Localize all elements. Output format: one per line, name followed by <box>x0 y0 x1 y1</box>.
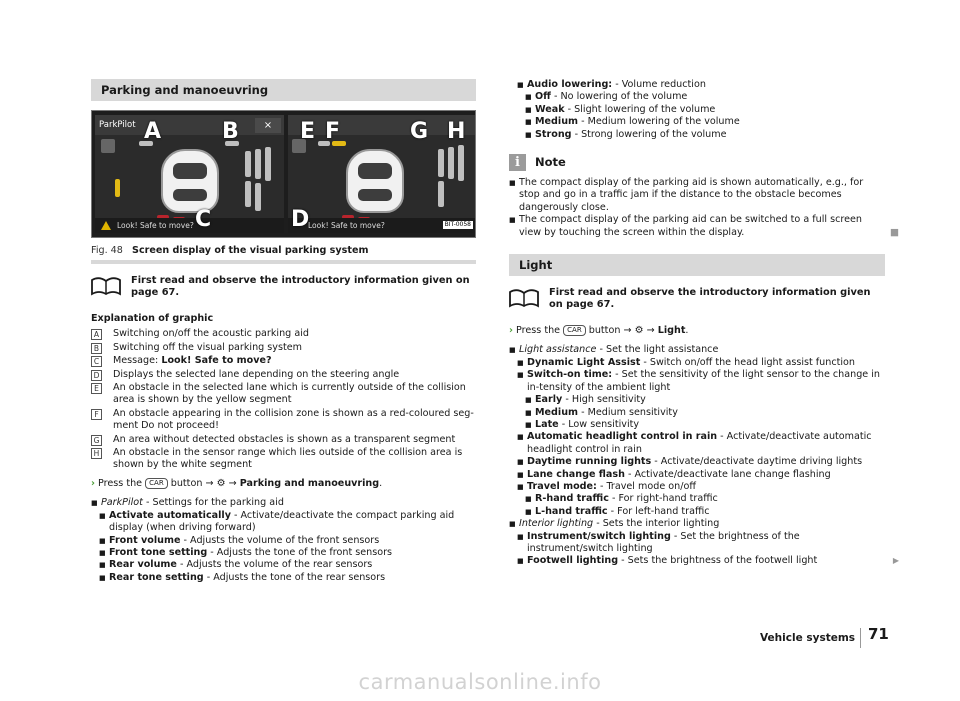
legend-key: A <box>91 329 102 340</box>
open-book-icon <box>509 286 539 308</box>
legend-key: H <box>91 448 102 459</box>
sensor-segment <box>245 181 251 207</box>
warning-message-right: Look! Safe to move? <box>288 218 476 233</box>
footer-divider <box>860 628 861 648</box>
button-text: button <box>588 325 621 337</box>
display-panel-left <box>95 115 284 233</box>
legend-key: D <box>91 370 102 381</box>
list-item: ■ Early - High sensitivity <box>525 394 885 406</box>
callout-d: D <box>291 207 310 232</box>
note-title: Note <box>535 155 566 170</box>
legend-text: An area without detected obstacles is shown as a transparent segment <box>113 433 456 445</box>
legend-text: An obstacle appearing in the collision zone is shown as a red-coloured seg-ment Do not proceed! <box>113 407 474 432</box>
list-item: ■ Strong - Strong lowering of the volume <box>525 129 885 141</box>
legend-message: Look! Safe to move? <box>161 355 272 367</box>
watermark: carmanualsonline.info <box>358 670 602 694</box>
figure-number: Fig. 48 <box>91 245 123 256</box>
read-first-note <box>509 286 885 311</box>
callout-e: E <box>300 119 316 144</box>
left-column <box>91 79 476 584</box>
list-item: ■ Dynamic Light Assist - Switch on/off the head light assist function <box>517 357 885 369</box>
sensor-segment <box>438 181 444 207</box>
step-arrow-icon: › <box>509 325 513 337</box>
list-item: ■ Lane change flash - Activate/deactivate lane change flashing <box>517 469 885 481</box>
list-item: ■ Instrument/switch lighting - Set the brightness of the instrument/switch lighting <box>517 531 885 556</box>
info-icon: i <box>509 154 526 171</box>
list-item: ■ Travel mode: - Travel mode on/off <box>517 481 885 493</box>
open-book-icon <box>91 274 121 296</box>
press-instruction <box>91 478 476 490</box>
list-item: ■ Front volume - Adjusts the volume of the front sensors <box>99 535 476 547</box>
legend-key: B <box>91 343 102 354</box>
list-item: ■ Front tone setting - Adjusts the tone of the front sensors <box>99 547 476 559</box>
legend-text: An obstacle in the sensor range which lies outside of the collision area is shown by the white segment <box>113 447 463 471</box>
settings-gear-icon: ⚙ <box>634 325 644 337</box>
audio-lowering-list <box>509 79 885 141</box>
close-icon: × <box>255 118 281 133</box>
period: . <box>379 477 383 489</box>
list-item: ■ Light assistance - Set the light assistance <box>509 344 885 356</box>
callout-b: B <box>222 119 239 144</box>
callout-g: G <box>410 119 429 144</box>
note-body <box>509 177 899 239</box>
legend-key: E <box>91 383 102 394</box>
read-first-text: First read and observe the introductory information given on page 67. <box>131 275 470 298</box>
list-item: ■ Interior lighting - Sets the interior lighting <box>509 518 885 530</box>
note-item: ■ The compact display of the parking aid can be switched to a full screen view by touching the screen within the display. ■ <box>509 214 885 239</box>
legend-text: Message: <box>113 355 162 367</box>
legend-item <box>91 382 476 407</box>
menu-target: Parking and manoeuvring <box>239 477 380 489</box>
list-item: ■ Automatic headlight control in rain - Activate/deactivate automatic headlight control in rain <box>517 431 885 456</box>
warning-triangle-icon <box>101 221 111 230</box>
parkpilot-settings-list <box>91 497 476 584</box>
continue-arrow-icon: ▶ <box>892 556 899 566</box>
sensor-segment <box>458 145 464 181</box>
list-item: ■ Late - Low sensitivity <box>525 419 885 431</box>
legend-item <box>91 342 476 354</box>
read-first-text: First read and observe the introductory information given on page 67. <box>549 287 871 311</box>
list-item: ■ ParkPilot - Settings for the parking aid <box>91 497 476 509</box>
parkpilot-label: ParkPilot <box>99 120 136 130</box>
speaker-icon <box>101 139 115 153</box>
legend-item <box>91 408 476 433</box>
legend-key: C <box>91 356 102 367</box>
press-text: Press the <box>98 477 143 489</box>
arrow-right-icon: → <box>205 477 214 489</box>
light-section-title: Light <box>509 254 885 276</box>
list-item: ■ Weak - Slight lowering of the volume <box>525 104 885 116</box>
legend-item <box>91 447 476 472</box>
note-header <box>509 154 885 171</box>
legend-text: Switching off the visual parking system <box>113 341 302 353</box>
section-end-mark: ■ <box>889 226 899 238</box>
figure-caption-text: Screen display of the visual parking system <box>132 245 369 256</box>
legend-item <box>91 434 476 446</box>
legend-text: An obstacle in the selected lane which is currently outside of the collision area is shown by the yellow segment <box>113 382 466 406</box>
press-instruction <box>509 325 885 337</box>
legend-item <box>91 355 476 367</box>
parking-display-figure <box>91 110 476 238</box>
callout-h: H <box>447 119 466 144</box>
list-item: ■ Medium - Medium sensitivity <box>525 407 885 419</box>
light-settings-list <box>509 344 899 567</box>
step-arrow-icon: › <box>91 477 95 489</box>
callout-c: C <box>195 207 212 232</box>
list-item: ■ Activate automatically - Activate/deactivate the compact parking aid display (when driving forward) <box>99 510 476 535</box>
figure-caption <box>91 242 476 264</box>
sensor-segment <box>245 151 251 177</box>
page-footer <box>760 625 890 650</box>
legend-text: Displays the selected lane depending on the steering angle <box>113 368 400 380</box>
footer-section: Vehicle systems <box>760 632 856 644</box>
callout-f: F <box>325 119 341 144</box>
legend-key: F <box>91 409 102 420</box>
yellow-segment <box>115 179 120 197</box>
arrow-right-icon: → <box>623 325 632 337</box>
list-item: ■ Footwell lighting - Sets the brightness of the footwell light ▶ <box>517 555 885 567</box>
press-text: Press the <box>516 325 561 337</box>
list-item: ■ Daytime running lights - Activate/deactivate daytime driving lights <box>517 456 885 468</box>
list-item: ■ Off - No lowering of the volume <box>525 91 885 103</box>
graphic-legend <box>91 328 476 471</box>
list-item: ■ Switch-on time: - Set the sensitivity of the light sensor to the change in in-tensity of the ambient light <box>517 369 885 394</box>
sensor-segment <box>438 149 444 177</box>
arrow-right-icon: → <box>228 477 237 489</box>
sensor-segment <box>448 147 454 179</box>
legend-text: Switching on/off the acoustic parking aid <box>113 328 309 340</box>
read-first-note <box>91 274 476 299</box>
car-key-icon: CAR <box>145 478 168 489</box>
right-column <box>509 79 899 568</box>
legend-item <box>91 328 476 340</box>
callout-a: A <box>144 119 162 144</box>
button-text: button <box>170 477 203 489</box>
explanation-heading: Explanation of graphic <box>91 313 214 324</box>
section-title-bar: Parking and manoeuvring <box>91 79 476 101</box>
car-icon <box>346 149 404 213</box>
list-item: ■ R-hand traffic - For right-hand traffic <box>525 493 885 505</box>
sensor-segment <box>265 147 271 181</box>
sensor-segment <box>255 149 261 179</box>
settings-gear-icon: ⚙ <box>216 477 226 489</box>
car-key-icon: CAR <box>563 325 586 336</box>
legend-item <box>91 369 476 381</box>
period: . <box>685 325 689 337</box>
legend-key: G <box>91 435 102 446</box>
car-icon <box>161 149 219 213</box>
sensor-segment <box>255 183 261 211</box>
figure-code: BIT-0058 <box>444 221 471 228</box>
list-item: ■ Rear tone setting - Adjusts the tone of the rear sensors <box>99 572 476 584</box>
note-item: ■ The compact display of the parking aid is shown automatically, e.g., for stop and go in a traffic jam if the distance to the obstacle becomes dangerously close. <box>509 177 885 214</box>
list-item: ■ Rear volume - Adjusts the volume of the rear sensors <box>99 559 476 571</box>
list-item: ■ Audio lowering: - Volume reduction <box>517 79 885 91</box>
list-item: ■ L-hand traffic - For left-hand traffic <box>525 506 885 518</box>
list-item: ■ Medium - Medium lowering of the volume <box>525 116 885 128</box>
menu-target: Light <box>657 325 686 337</box>
page-number: 71 <box>868 625 889 643</box>
warning-message-left: Look! Safe to move? <box>95 218 284 233</box>
arrow-right-icon: → <box>646 325 655 337</box>
